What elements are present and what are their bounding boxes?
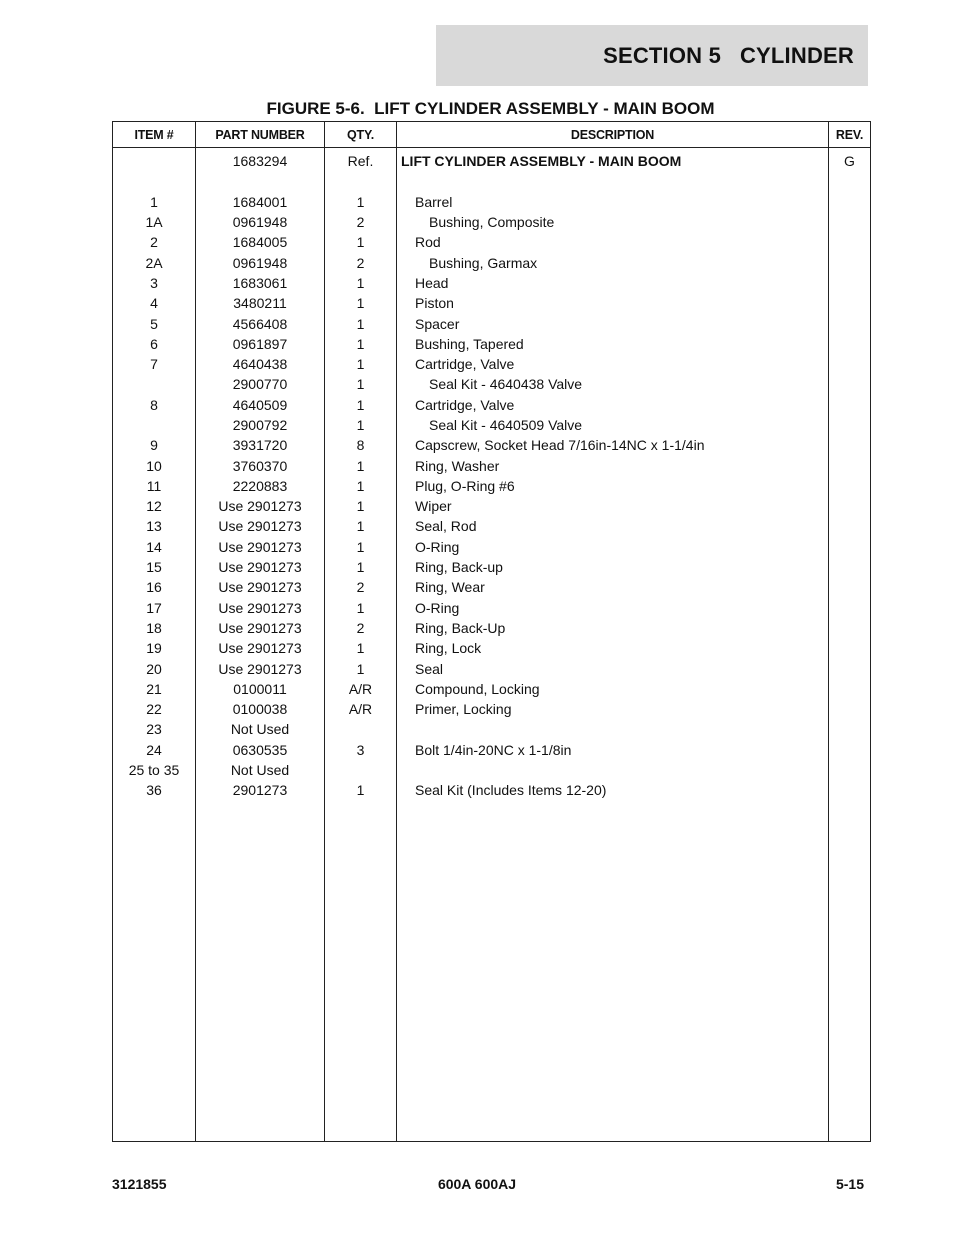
table-row xyxy=(113,374,871,394)
item-cell: 18 xyxy=(113,618,196,638)
qty-cell: 2 xyxy=(325,252,397,272)
description-cell: O-Ring xyxy=(397,537,829,557)
description-cell: Rod xyxy=(397,232,829,252)
item-cell: 36 xyxy=(113,780,196,800)
description-cell: Seal xyxy=(397,658,829,678)
rev-cell xyxy=(829,476,871,496)
qty-cell: 2 xyxy=(325,577,397,597)
description-cell: Bushing, Garmax xyxy=(397,252,829,272)
column-header-description: DESCRIPTION xyxy=(397,122,829,148)
description-cell: Bushing, Composite xyxy=(397,212,829,232)
description-cell: Cartridge, Valve xyxy=(397,354,829,374)
part-number-cell: Use 2901273 xyxy=(196,598,325,618)
description-cell: Bolt 1/4in-20NC x 1-1/8in xyxy=(397,740,829,760)
table-row xyxy=(113,171,871,191)
item-cell: 2A xyxy=(113,252,196,272)
description-cell: Piston xyxy=(397,293,829,313)
rev-cell xyxy=(829,252,871,272)
part-number-cell: 3760370 xyxy=(196,455,325,475)
parts-table xyxy=(112,121,871,1142)
part-number-cell: 0961948 xyxy=(196,252,325,272)
qty-cell: 1 xyxy=(325,374,397,394)
qty-cell: 1 xyxy=(325,638,397,658)
description-cell: Ring, Lock xyxy=(397,638,829,658)
empty-cell xyxy=(196,801,325,1142)
qty-cell: A/R xyxy=(325,679,397,699)
rev-cell xyxy=(829,679,871,699)
item-cell: 1A xyxy=(113,212,196,232)
description-cell: Seal Kit - 4640438 Valve xyxy=(397,374,829,394)
table-row xyxy=(113,719,871,739)
part-number-cell: 1684005 xyxy=(196,232,325,252)
rev-cell xyxy=(829,537,871,557)
table-row xyxy=(113,740,871,760)
part-number-cell: Use 2901273 xyxy=(196,516,325,536)
table-row xyxy=(113,537,871,557)
rev-cell xyxy=(829,598,871,618)
qty-cell: 1 xyxy=(325,232,397,252)
rev-cell xyxy=(829,699,871,719)
qty-cell: 1 xyxy=(325,455,397,475)
item-cell: 10 xyxy=(113,455,196,475)
part-number-cell xyxy=(196,171,325,191)
rev-cell xyxy=(829,415,871,435)
column-header-qty: QTY. xyxy=(325,122,397,148)
part-number-cell: 0961897 xyxy=(196,334,325,354)
table-row xyxy=(113,395,871,415)
table-row xyxy=(113,334,871,354)
description-cell: O-Ring xyxy=(397,598,829,618)
table-row xyxy=(113,435,871,455)
item-cell xyxy=(113,171,196,191)
table-row xyxy=(113,415,871,435)
qty-cell: 1 xyxy=(325,273,397,293)
part-number-cell: Use 2901273 xyxy=(196,496,325,516)
rev-cell xyxy=(829,557,871,577)
item-cell: 23 xyxy=(113,719,196,739)
qty-cell: 1 xyxy=(325,395,397,415)
part-number-cell: 2900770 xyxy=(196,374,325,394)
item-cell: 12 xyxy=(113,496,196,516)
qty-cell: 1 xyxy=(325,192,397,212)
table-row xyxy=(113,699,871,719)
item-cell: 21 xyxy=(113,679,196,699)
table-row xyxy=(113,638,871,658)
figure-title: FIGURE 5-6. LIFT CYLINDER ASSEMBLY - MAIN BOOM xyxy=(266,99,715,118)
part-number-cell: Use 2901273 xyxy=(196,638,325,658)
table-row xyxy=(113,192,871,212)
qty-cell: 2 xyxy=(325,212,397,232)
table-row xyxy=(113,577,871,597)
item-cell: 2 xyxy=(113,232,196,252)
description-cell: Spacer xyxy=(397,313,829,333)
description-cell: LIFT CYLINDER ASSEMBLY - MAIN BOOM xyxy=(397,148,829,172)
rev-cell xyxy=(829,496,871,516)
description-cell: Compound, Locking xyxy=(397,679,829,699)
part-number-cell: 0630535 xyxy=(196,740,325,760)
qty-cell: 1 xyxy=(325,293,397,313)
table-row xyxy=(113,496,871,516)
table-row xyxy=(113,455,871,475)
table-row xyxy=(113,760,871,780)
description-cell: Capscrew, Socket Head 7/16in-14NC x 1-1/4in xyxy=(397,435,829,455)
qty-cell: 1 xyxy=(325,658,397,678)
table-row xyxy=(113,354,871,374)
description-cell: Seal Kit - 4640509 Valve xyxy=(397,415,829,435)
item-cell: 13 xyxy=(113,516,196,536)
part-number-cell: Use 2901273 xyxy=(196,658,325,678)
item-cell: 14 xyxy=(113,537,196,557)
description-cell xyxy=(397,171,829,191)
item-cell: 3 xyxy=(113,273,196,293)
description-cell: Ring, Washer xyxy=(397,455,829,475)
table-row xyxy=(113,598,871,618)
description-cell: Ring, Wear xyxy=(397,577,829,597)
part-number-cell: Not Used xyxy=(196,719,325,739)
item-cell: 4 xyxy=(113,293,196,313)
item-cell: 16 xyxy=(113,577,196,597)
qty-cell: 1 xyxy=(325,354,397,374)
qty-cell: 2 xyxy=(325,618,397,638)
rev-cell xyxy=(829,313,871,333)
table-row xyxy=(113,232,871,252)
item-cell: 19 xyxy=(113,638,196,658)
parts-table-body xyxy=(113,148,871,1142)
table-header-row xyxy=(113,122,871,148)
item-cell: 1 xyxy=(113,192,196,212)
description-cell: Ring, Back-up xyxy=(397,557,829,577)
item-cell: 9 xyxy=(113,435,196,455)
rev-cell: G xyxy=(829,148,871,172)
item-cell xyxy=(113,415,196,435)
description-cell: Bushing, Tapered xyxy=(397,334,829,354)
part-number-cell: Use 2901273 xyxy=(196,577,325,597)
part-number-cell: 4640438 xyxy=(196,354,325,374)
rev-cell xyxy=(829,293,871,313)
rev-cell xyxy=(829,780,871,800)
rev-cell xyxy=(829,171,871,191)
qty-cell: 1 xyxy=(325,334,397,354)
item-cell: 20 xyxy=(113,658,196,678)
description-cell: Seal Kit (Includes Items 12-20) xyxy=(397,780,829,800)
rev-cell xyxy=(829,354,871,374)
part-number-cell: 0961948 xyxy=(196,212,325,232)
table-row xyxy=(113,293,871,313)
table-row xyxy=(113,618,871,638)
rev-cell xyxy=(829,740,871,760)
rev-cell xyxy=(829,334,871,354)
item-cell: 11 xyxy=(113,476,196,496)
footer-page-number: 5-15 xyxy=(835,1176,864,1192)
qty-cell: 1 xyxy=(325,496,397,516)
part-number-cell: 2901273 xyxy=(196,780,325,800)
part-number-cell: Use 2901273 xyxy=(196,537,325,557)
qty-cell: 8 xyxy=(325,435,397,455)
qty-cell: 3 xyxy=(325,740,397,760)
description-cell: Primer, Locking xyxy=(397,699,829,719)
rev-cell xyxy=(829,658,871,678)
qty-cell: 1 xyxy=(325,557,397,577)
empty-cell xyxy=(829,801,871,1142)
item-cell: 8 xyxy=(113,395,196,415)
item-cell: 24 xyxy=(113,740,196,760)
empty-cell xyxy=(397,801,829,1142)
section-header xyxy=(436,25,868,86)
qty-cell: 1 xyxy=(325,598,397,618)
table-row xyxy=(113,252,871,272)
section-title: SECTION 5 CYLINDER xyxy=(603,42,854,68)
rev-cell xyxy=(829,516,871,536)
part-number-cell: Not Used xyxy=(196,760,325,780)
table-row xyxy=(113,212,871,232)
description-cell xyxy=(397,760,829,780)
rev-cell xyxy=(829,192,871,212)
part-number-cell: 4566408 xyxy=(196,313,325,333)
qty-cell: A/R xyxy=(325,699,397,719)
item-cell xyxy=(113,148,196,172)
table-row xyxy=(113,679,871,699)
item-cell: 5 xyxy=(113,313,196,333)
qty-cell: 1 xyxy=(325,537,397,557)
part-number-cell: Use 2901273 xyxy=(196,618,325,638)
part-number-cell: 1683294 xyxy=(196,148,325,172)
description-cell: Barrel xyxy=(397,192,829,212)
empty-cell xyxy=(325,801,397,1142)
rev-cell xyxy=(829,232,871,252)
part-number-cell: 2220883 xyxy=(196,476,325,496)
part-number-cell: 0100038 xyxy=(196,699,325,719)
column-header-rev: REV. xyxy=(829,122,871,148)
qty-cell xyxy=(325,760,397,780)
rev-cell xyxy=(829,455,871,475)
part-number-cell: 1683061 xyxy=(196,273,325,293)
table-row xyxy=(113,148,871,172)
part-number-cell: 4640509 xyxy=(196,395,325,415)
part-number-cell: 0100011 xyxy=(196,679,325,699)
rev-cell xyxy=(829,618,871,638)
description-cell: Seal, Rod xyxy=(397,516,829,536)
part-number-cell: 3480211 xyxy=(196,293,325,313)
item-cell: 15 xyxy=(113,557,196,577)
table-row xyxy=(113,313,871,333)
rev-cell xyxy=(829,435,871,455)
table-row xyxy=(113,273,871,293)
item-cell: 22 xyxy=(113,699,196,719)
qty-cell: 1 xyxy=(325,516,397,536)
description-cell: Ring, Back-Up xyxy=(397,618,829,638)
description-cell: Plug, O-Ring #6 xyxy=(397,476,829,496)
part-number-cell: Use 2901273 xyxy=(196,557,325,577)
rev-cell xyxy=(829,374,871,394)
column-header-part-number: PART NUMBER xyxy=(196,122,325,148)
item-cell xyxy=(113,374,196,394)
empty-cell xyxy=(113,801,196,1142)
part-number-cell: 2900792 xyxy=(196,415,325,435)
footer-model: 600A 600AJ xyxy=(437,1176,517,1192)
rev-cell xyxy=(829,719,871,739)
description-cell xyxy=(397,719,829,739)
item-cell: 7 xyxy=(113,354,196,374)
rev-cell xyxy=(829,273,871,293)
qty-cell xyxy=(325,719,397,739)
qty-cell: 1 xyxy=(325,415,397,435)
qty-cell: 1 xyxy=(325,313,397,333)
description-cell: Head xyxy=(397,273,829,293)
table-row xyxy=(113,516,871,536)
description-cell: Wiper xyxy=(397,496,829,516)
qty-cell xyxy=(325,171,397,191)
footer-document-number: 3121855 xyxy=(112,1176,167,1192)
rev-cell xyxy=(829,577,871,597)
item-cell: 17 xyxy=(113,598,196,618)
rev-cell xyxy=(829,395,871,415)
item-cell: 6 xyxy=(113,334,196,354)
column-header-item: ITEM # xyxy=(113,122,196,148)
rev-cell xyxy=(829,760,871,780)
table-row xyxy=(113,780,871,800)
description-cell: Cartridge, Valve xyxy=(397,395,829,415)
qty-cell: 1 xyxy=(325,780,397,800)
table-row xyxy=(113,476,871,496)
table-filler-row xyxy=(113,801,871,1142)
rev-cell xyxy=(829,638,871,658)
table-row xyxy=(113,557,871,577)
part-number-cell: 3931720 xyxy=(196,435,325,455)
rev-cell xyxy=(829,212,871,232)
part-number-cell: 1684001 xyxy=(196,192,325,212)
item-cell: 25 to 35 xyxy=(113,760,196,780)
qty-cell: Ref. xyxy=(325,148,397,172)
table-row xyxy=(113,658,871,678)
qty-cell: 1 xyxy=(325,476,397,496)
